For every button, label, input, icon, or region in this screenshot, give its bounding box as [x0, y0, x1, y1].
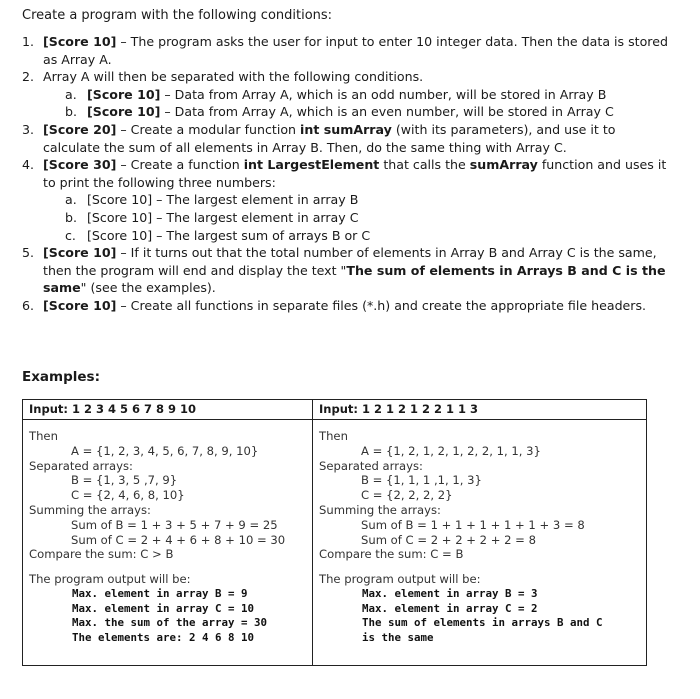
item-text: – Create a modular function: [116, 121, 301, 137]
sum-b-line: Sum of B = 1 + 1 + 1 + 1 + 1 + 3 = 8: [361, 517, 585, 532]
sum-c-line: Sum of C = 2 + 4 + 6 + 8 + 10 = 30: [71, 532, 286, 547]
item-text: that calls the: [379, 157, 470, 173]
sub-list: [43, 86, 673, 121]
item-number: 6.: [22, 297, 35, 313]
item-text: (with its parameters), and use it to calculate the sum of all elements in Array B. Then, do the same thing with Array C.: [43, 121, 616, 155]
item-number: 2.: [22, 69, 35, 85]
item-text: " (see the examples).: [80, 280, 216, 296]
example-input-header: Input: 1 2 1 2 1 2 2 1 1 3: [313, 400, 646, 420]
output-line: is the same: [362, 630, 434, 644]
sub-list-item: [65, 191, 673, 209]
function-name: int sumArray: [300, 121, 392, 137]
array-c-line: C = {2, 4, 6, 8, 10}: [71, 488, 185, 503]
sub-item-letter: a.: [65, 192, 77, 208]
sub-item-letter: b.: [65, 209, 77, 225]
list-item: [22, 244, 673, 297]
array-c-line: C = {2, 2, 2, 2}: [361, 488, 453, 503]
output-label: The program output will be:: [319, 572, 481, 587]
sum-b-line: Sum of B = 1 + 3 + 5 + 7 + 9 = 25: [71, 517, 278, 532]
then-label: Then: [29, 429, 58, 443]
example-box-right: [313, 399, 647, 666]
function-name: sumArray: [469, 157, 538, 173]
array-b-line: B = {1, 3, 5 ,7, 9}: [71, 473, 178, 488]
array-a-line: A = {1, 2, 3, 4, 5, 6, 7, 8, 9, 10}: [71, 443, 259, 458]
array-a-line: A = {1, 2, 1, 2, 1, 2, 2, 1, 1, 3}: [361, 443, 541, 458]
score-label: [Score 30]: [43, 157, 117, 173]
sub-list: [43, 191, 673, 244]
array-b-line: B = {1, 1, 1 ,1, 1, 3}: [361, 473, 482, 488]
summing-label: Summing the arrays:: [319, 502, 441, 517]
sub-item-text: [Score 10] – The largest sum of arrays B or C: [87, 227, 371, 243]
example-body: [313, 420, 646, 645]
list-item: [22, 121, 673, 156]
item-number: 3.: [22, 121, 35, 137]
sub-item-letter: a.: [65, 86, 77, 102]
list-item: [22, 33, 673, 68]
compare-line: Compare the sum: C = B: [319, 547, 464, 562]
summing-label: Summing the arrays:: [29, 502, 151, 517]
item-text: – Create a function: [116, 157, 244, 173]
list-item: [22, 297, 673, 315]
score-label: [Score 10]: [87, 86, 161, 102]
quoted-output: The sum of elements in Arrays B and C is the same: [43, 262, 666, 296]
separated-label: Separated arrays:: [319, 458, 423, 473]
output-line: The sum of elements in arrays B and C: [362, 616, 603, 630]
intro-text: Create a program with the following conditions:: [22, 8, 333, 23]
output-line: Max. the sum of the array = 30: [72, 616, 268, 630]
separated-label: Separated arrays:: [29, 458, 133, 473]
output-line: Max. element in array B = 3: [362, 586, 538, 600]
item-number: 5.: [22, 245, 35, 261]
sub-item-text: [Score 10] – The largest element in array C: [87, 209, 359, 225]
examples-title: Examples:: [22, 369, 100, 385]
example-input-header: Input: 1 2 3 4 5 6 7 8 9 10: [23, 400, 312, 420]
compare-line: Compare the sum: C > B: [29, 547, 174, 562]
score-label: [Score 20]: [43, 121, 117, 137]
item-text: function and uses it to print the following three numbers:: [43, 157, 667, 190]
sum-c-line: Sum of C = 2 + 2 + 2 + 2 = 8: [361, 532, 536, 547]
output-line: The elements are: 2 4 6 8 10: [72, 630, 255, 644]
sub-item-text: [Score 10] – The largest element in array B: [87, 192, 359, 208]
requirements-list: [22, 33, 673, 315]
sub-list-item: [65, 227, 673, 245]
item-number: 1.: [22, 34, 35, 49]
list-item: [22, 68, 673, 121]
score-label: [Score 10]: [87, 104, 161, 120]
item-number: 4.: [22, 157, 35, 173]
sub-list-item: [65, 103, 673, 121]
output-line: Max. element in array C = 10: [72, 601, 255, 615]
score-label: [Score 10]: [43, 34, 117, 49]
output-line: Max. element in array B = 9: [72, 586, 248, 600]
sub-list-item: [65, 209, 673, 227]
item-text: – Create all functions in separate files (*.h) and create the appropriate file headers.: [116, 297, 647, 313]
output-label: The program output will be:: [29, 572, 191, 587]
item-text: – The program asks the user for input to enter 10 integer data. Then the data is stored as Array A.: [43, 34, 668, 67]
sub-item-text: – Data from Array A, which is an even number, will be stored in Array C: [160, 104, 614, 120]
example-box-left: [22, 399, 313, 666]
score-label: [Score 10]: [43, 297, 117, 313]
item-text: – If it turns out that the total number of elements in Array B and Array C is the same, then the program will end and display the text ": [43, 245, 657, 278]
sub-item-text: – Data from Array A, which is an odd number, will be stored in Array B: [160, 86, 607, 102]
item-text: Array A will then be separated with the following conditions.: [43, 69, 424, 85]
then-label: Then: [319, 429, 348, 443]
example-body: [23, 420, 312, 645]
list-item: [22, 156, 673, 244]
score-label: [Score 10]: [43, 245, 117, 261]
sub-item-letter: b.: [65, 104, 77, 120]
sub-list-item: [65, 86, 673, 104]
output-line: Max. element in array C = 2: [362, 601, 538, 615]
function-name: int LargestElement: [243, 157, 380, 173]
sub-item-letter: c.: [65, 227, 76, 243]
